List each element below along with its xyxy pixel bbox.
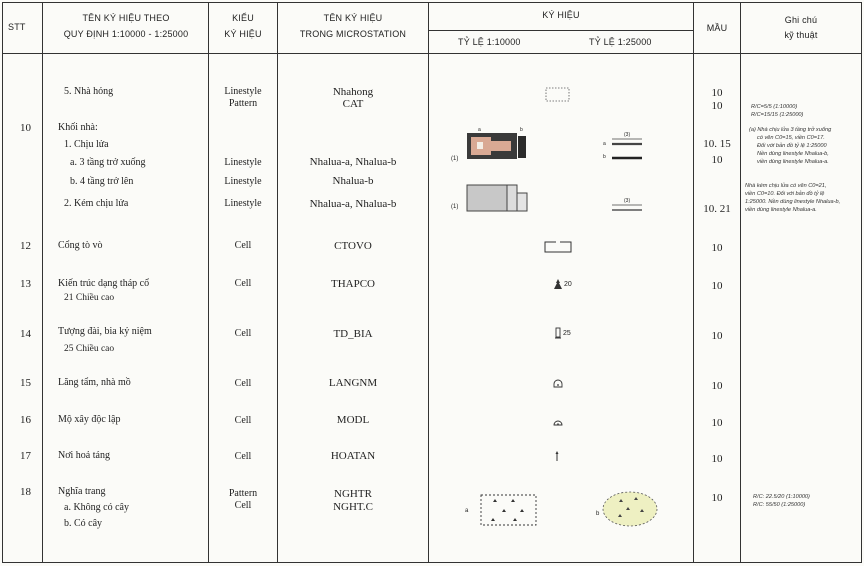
row5-color1: 10 (711, 87, 723, 99)
row17-stt: 17 (20, 450, 31, 462)
row15-type: Cell (234, 378, 252, 389)
row18-ms2: NGHT.C (333, 501, 373, 513)
row10-ms-b: Nhalua-b (332, 175, 374, 187)
row14-type: Cell (234, 328, 252, 339)
cremation-icon (553, 450, 561, 462)
header-ms-line1: TÊN KÝ HIỆU (323, 13, 383, 23)
row10-type-b: Linestyle (224, 176, 262, 187)
row14-sub: 25 Chiều cao (64, 344, 115, 354)
sym-label-3b: (3) (624, 198, 631, 204)
row13-type: Cell (234, 278, 252, 289)
mausoleum-icon (553, 379, 563, 388)
row10-ms-2: Nhalua-a, Nhalua-b (309, 198, 397, 210)
row10-sub1: 1. Chịu lửa (64, 139, 109, 150)
row10-type-2: Linestyle (224, 198, 262, 209)
row14-color: 10 (711, 330, 723, 342)
row14-name: Tượng đài, bia kỷ niệm (58, 326, 152, 337)
row12-type: Cell (234, 240, 252, 251)
ruined-house-symbol (545, 87, 571, 103)
row10-stt: 10 (20, 122, 31, 134)
row18-type1: Pattern (228, 488, 258, 499)
sym-label-lb: b (603, 154, 606, 160)
row18-stt: 18 (20, 486, 31, 498)
header-name-line2: QUY ĐỊNH 1:10000 - 1:25000 (63, 29, 189, 39)
header-note-line2: kỹ thuật (784, 30, 818, 40)
arch-gate-symbol (543, 240, 573, 254)
low-fire-resistant-linestyle-symbol (610, 203, 646, 213)
note-4: có vẽn C0=15, viền C0=17. (757, 135, 825, 141)
row17-color: 10 (711, 453, 723, 465)
cemetery-no-trees-symbol (479, 493, 539, 529)
note-11: viền dùng linestyle Nhalua-a. (745, 207, 817, 213)
row14-ms: TD_BIA (333, 328, 373, 340)
note-2: R/C=15/15 (1:25000) (751, 112, 804, 118)
note-12: R/C: 22.5/20 (1:10000) (753, 494, 810, 500)
row14-stt: 14 (20, 328, 31, 340)
row12-ms: CTOVO (334, 240, 372, 252)
sym-label-la: a (603, 141, 606, 147)
note-7: viền dùng linestyle Nhalua-a. (757, 159, 829, 165)
sym-label-b: b (520, 127, 523, 133)
row12-name: Cổng tò vò (58, 240, 103, 251)
note-5: Đối với bản đồ tỷ lệ 1:25000 (757, 143, 827, 149)
note-13: R/C: 55/50 (1:25000) (753, 502, 806, 508)
row5-color2: 10 (711, 100, 723, 112)
header-type-line2: KÝ HIỆU (224, 29, 262, 39)
sym-label-a: a (478, 127, 481, 133)
note-8: Nhà kém chịu lửa có vẽn C0=21, (745, 183, 827, 189)
row10-sub1a: a. 3 tầng trở xuống (70, 157, 146, 168)
row5-ms1: Nhahong (332, 86, 374, 98)
row18-color: 10 (711, 492, 723, 504)
row14-sym-num: 25 (563, 330, 571, 337)
header-ms-line2: TRONG MICROSTATION (299, 29, 407, 39)
row18-ms1: NGHTR (334, 488, 372, 500)
row18-sym-label-a: a (465, 508, 469, 514)
row18-type2: Cell (234, 500, 252, 511)
cemetery-with-trees-symbol (600, 488, 660, 530)
header-name-line1: TÊN KÝ HIỆU THEO (82, 13, 170, 23)
header-scale-25000: TỶ LỆ 1:25000 (589, 37, 652, 47)
row10-ms-a: Nhalua-a, Nhalua-b (309, 156, 397, 168)
row13-sym-num: 20 (564, 281, 572, 288)
row5-ms2: CAT (342, 98, 364, 110)
row5-name: 5. Nhà hỏng (64, 86, 114, 97)
row10-sub2: 2. Kém chịu lửa (64, 198, 129, 209)
row18-sub-a: a. Không có cây (64, 502, 129, 513)
row10-sub1b: b. 4 tầng trở lên (70, 176, 134, 187)
header-color: MẦU (706, 23, 728, 33)
tomb-icon (553, 418, 563, 427)
row16-ms: MODL (336, 414, 370, 426)
note-3: (a) Nhà chịu lửa 3 tầng trở xuống (749, 127, 832, 133)
header-stt: STT (8, 22, 26, 32)
header-symbol: KÝ HIỆU (542, 10, 580, 20)
row10-color-2: 10. 21 (703, 203, 731, 215)
row15-color: 10 (711, 380, 723, 392)
sym-label-2: (1) (451, 204, 459, 210)
row13-ms: THAPCO (330, 278, 375, 290)
header-type-line1: KIỂU (232, 13, 254, 23)
row13-sub: 21 Chiều cao (64, 293, 115, 303)
row18-sym-label-b: b (596, 511, 600, 517)
sym-label-1: (1) (451, 156, 459, 162)
note-9: viền C0=10. Đối với bản đồ tỷ lệ (745, 191, 825, 197)
row13-name: Kiến trúc dạng tháp cổ (58, 278, 150, 289)
note-6: Nền dùng linestyle Nhalua-b, (757, 151, 829, 157)
row10-type-a: Linestyle (224, 157, 262, 168)
row10-color-a: 10. 15 (703, 138, 731, 150)
row16-name: Mộ xây độc lập (58, 414, 121, 425)
row5-type2: Pattern (228, 98, 258, 109)
row18-name: Nghĩa trang (58, 486, 106, 497)
row15-ms: LANGNM (328, 377, 378, 389)
row12-stt: 12 (20, 240, 31, 252)
row15-name: Lăng tẩm, nhà mồ (58, 377, 131, 388)
fire-resistant-linestyle-symbol (610, 137, 646, 161)
note-1: R/C=5/5 (1:10000) (751, 104, 798, 110)
row18-sub-b: b. Có cây (64, 518, 103, 529)
row17-type: Cell (234, 451, 252, 462)
row10-color-b: 10 (711, 154, 723, 166)
ancient-tower-icon (553, 278, 563, 290)
header-note-line1: Ghi chú (784, 15, 818, 25)
low-fire-resistant-building-symbol (466, 183, 530, 217)
row13-stt: 13 (20, 278, 31, 290)
monument-icon (554, 327, 562, 339)
row10-title: Khối nhà: (58, 122, 98, 133)
header-scale-10000: TỶ LỆ 1:10000 (458, 37, 521, 47)
row15-stt: 15 (20, 377, 31, 389)
row13-color: 10 (711, 280, 723, 292)
row5-type1: Linestyle (224, 86, 262, 97)
row16-stt: 16 (20, 414, 31, 426)
note-10: 1:25000. Nền dùng linestyle Nhalua-b, (745, 199, 841, 205)
row16-type: Cell (234, 415, 252, 426)
row17-name: Nơi hoả táng (58, 450, 110, 461)
row17-ms: HOATAN (330, 450, 376, 462)
fire-resistant-building-symbol (466, 127, 528, 162)
sym-label-3a: (3) (624, 132, 631, 138)
row16-color: 10 (711, 417, 723, 429)
row12-color: 10 (711, 242, 723, 254)
